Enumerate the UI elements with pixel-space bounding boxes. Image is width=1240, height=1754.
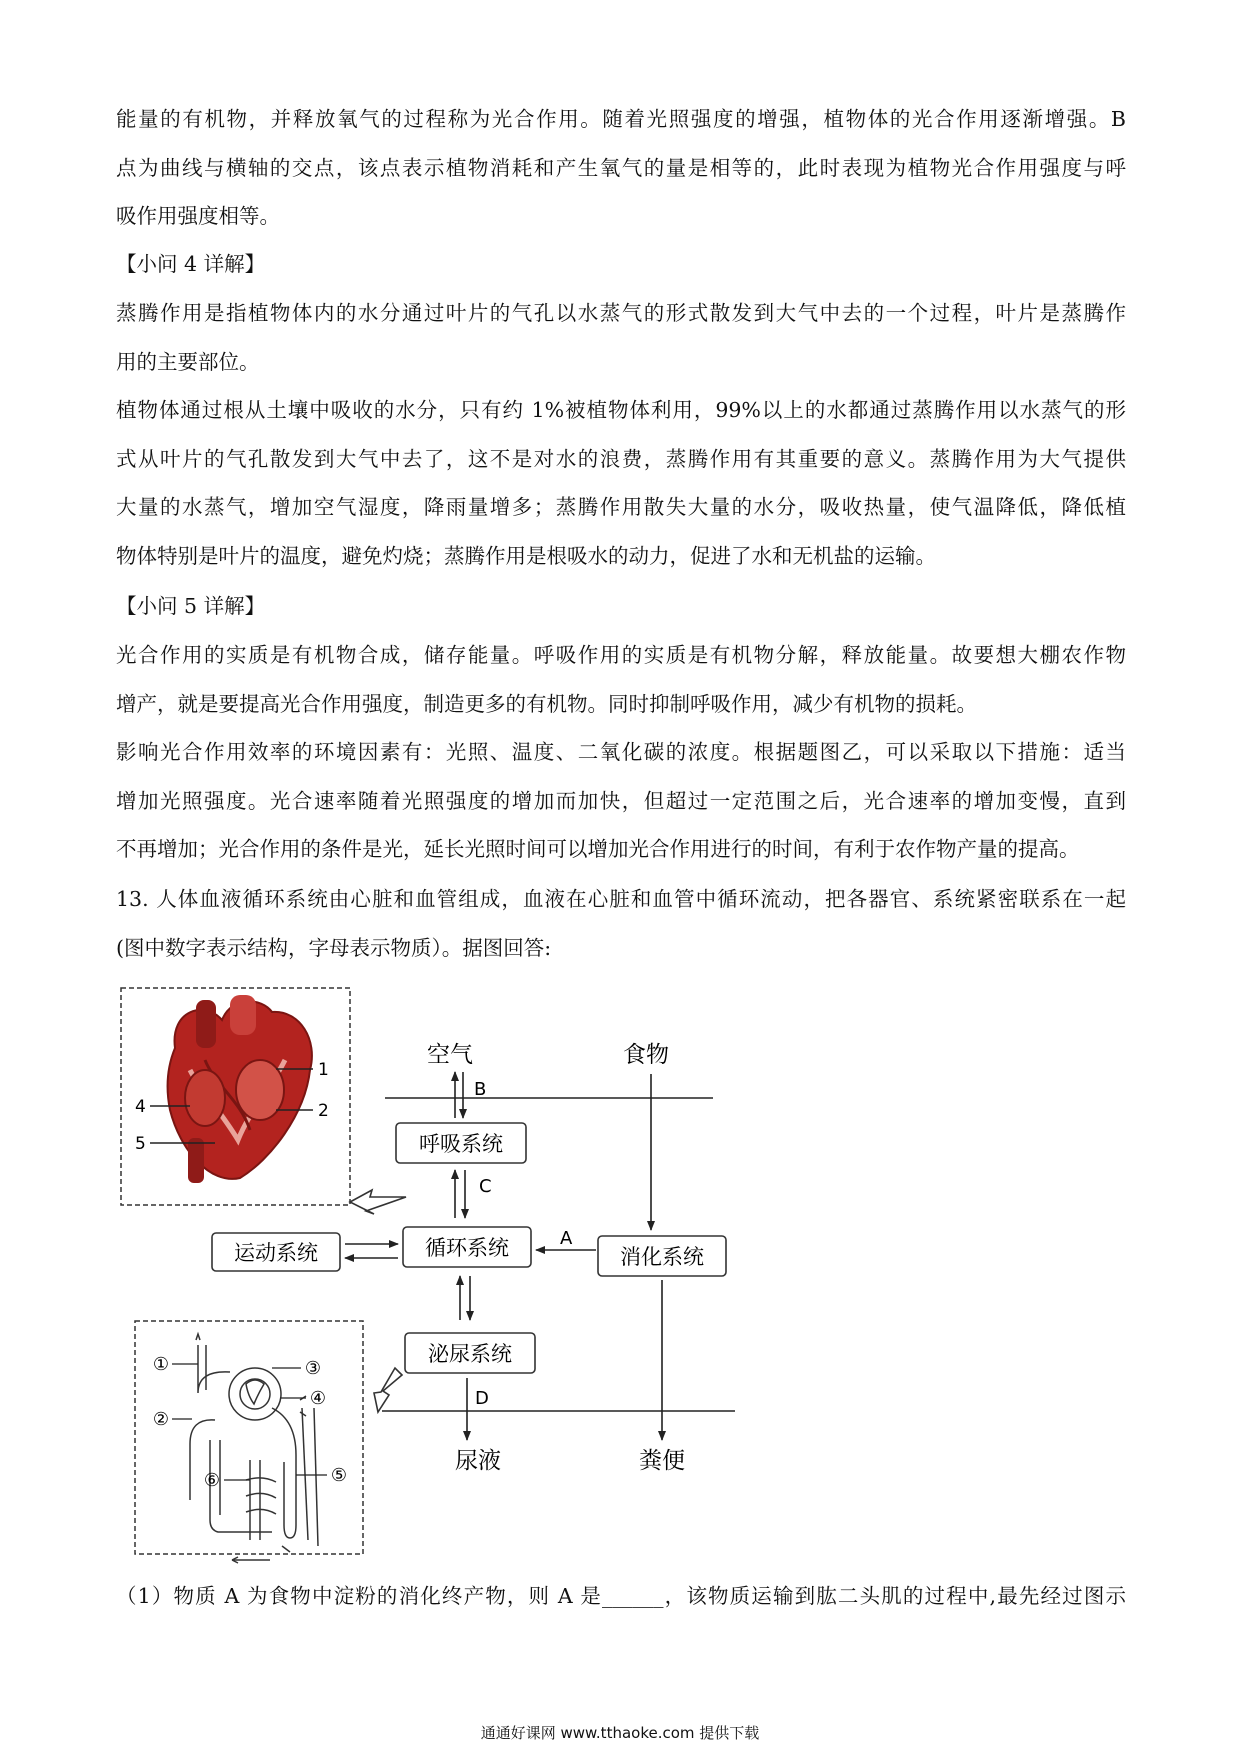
label-food: 食物 [623, 1042, 669, 1068]
nephron-label-3: ③ [304, 1358, 322, 1379]
heart-label-5: 5 [135, 1134, 146, 1154]
nephron-label-1: ① [152, 1354, 170, 1375]
text-line: 植物体通过根从土壤中吸收的水分，只有约 1%被植物体利用，99%以上的水都通过蒸腾作用以水蒸气的形 [116, 398, 1126, 422]
question-13-part-1 [116, 1572, 1126, 1621]
nephron-label-5: ⑤ [330, 1465, 348, 1486]
heading-text: 【小问 5 详解】 [116, 594, 266, 618]
text-line: 增产，就是要提高光合作用强度，制造更多的有机物。同时抑制呼吸作用，减少有机物的损耗。 [116, 691, 977, 716]
label-circulatory-system: 循环系统 [425, 1236, 509, 1260]
heart-label-2: 2 [318, 1101, 329, 1121]
text-line: 用的主要部位。 [116, 349, 260, 374]
label-urine: 尿液 [455, 1448, 501, 1474]
label-a: A [560, 1228, 573, 1249]
heading-text: 【小问 4 详解】 [116, 252, 266, 276]
label-feces: 粪便 [639, 1448, 685, 1474]
text-line: 蒸腾作用是指植物体内的水分通过叶片的气孔以水蒸气的形式散发到大气中去的一个过程，叶片是蒸腾作 [116, 301, 1126, 325]
nephron-label-2: ② [152, 1409, 170, 1430]
heart-inset [121, 988, 350, 1205]
label-d: D [475, 1388, 489, 1409]
text-line: 物体特别是叶片的温度，避免灼烧；蒸腾作用是根吸水的动力，促进了水和无机盐的运输。 [116, 543, 936, 568]
heart-label-4: 4 [135, 1097, 146, 1117]
text-line: 13. 人体血液循环系统由心脏和血管组成，血液在心脏和血管中循环流动，把各器官、系统紧密联系在一起 [116, 887, 1126, 911]
text-line: 点为曲线与横轴的交点，该点表示植物消耗和产生氧气的量是相等的，此时表现为植物光合作用强度与呼 [116, 155, 1126, 180]
text-line: （1）物质 A 为食物中淀粉的消化终产物，则 A 是______，该物质运输到肱二头肌的过程中,最先经过图示 [116, 1584, 1126, 1608]
text-line: 能量的有机物，并释放氧气的过程称为光合作用。随着光照强度的增强，植物体的光合作用逐渐增强。B [116, 107, 1126, 131]
page-footer: 通通好课网 www.tthaoke.com 提供下载 [480, 1724, 760, 1742]
label-air: 空气 [427, 1042, 473, 1068]
label-digestive-system: 消化系统 [620, 1245, 704, 1269]
label-respiratory-system: 呼吸系统 [419, 1132, 503, 1156]
label-urinary-system: 泌尿系统 [428, 1342, 512, 1366]
nephron-inset [135, 1321, 363, 1563]
text-line: 大量的水蒸气，增加空气湿度，降雨量增多；蒸腾作用散失大量的水分，吸收热量，使气温降低，降低植 [116, 495, 1126, 519]
text-line: 增加光照强度。光合速率随着光照强度的增加而加快，但超过一定范围之后，光合速率的增加变慢，直到 [116, 788, 1126, 813]
label-motor-system: 运动系统 [234, 1241, 318, 1265]
label-b: B [474, 1079, 487, 1100]
heart-illustration [168, 995, 312, 1183]
text-line: (图中数字表示结构，字母表示物质）。据图回答: [116, 935, 552, 960]
text-line: 不再增加；光合作用的条件是光，延长光照时间可以增加光合作用进行的时间，有利于农作物产量的提高。 [116, 837, 1080, 861]
text-line: 式从叶片的气孔散发到大气中去了，这不是对水的浪费，蒸腾作用有其重要的意义。蒸腾作用为大气提供 [116, 446, 1126, 471]
nephron-label-4: ④ [309, 1388, 327, 1409]
text-line: 光合作用的实质是有机物合成，储存能量。呼吸作用的实质是有机物分解，释放能量。故要想大棚农作物 [116, 643, 1126, 667]
heart-label-1: 1 [318, 1060, 329, 1080]
nephron-label-6: ⑥ [203, 1470, 221, 1491]
text-line: 吸作用强度相等。 [116, 204, 280, 228]
text-line: 影响光合作用效率的环境因素有：光照、温度、二氧化碳的浓度。根据题图乙，可以采取以下措施：适当 [116, 740, 1126, 764]
label-c: C [479, 1176, 492, 1197]
hollow-arrow-heart [350, 1190, 406, 1214]
nephron-inset-border [135, 1321, 363, 1554]
hollow-arrow-nephron [374, 1368, 402, 1412]
